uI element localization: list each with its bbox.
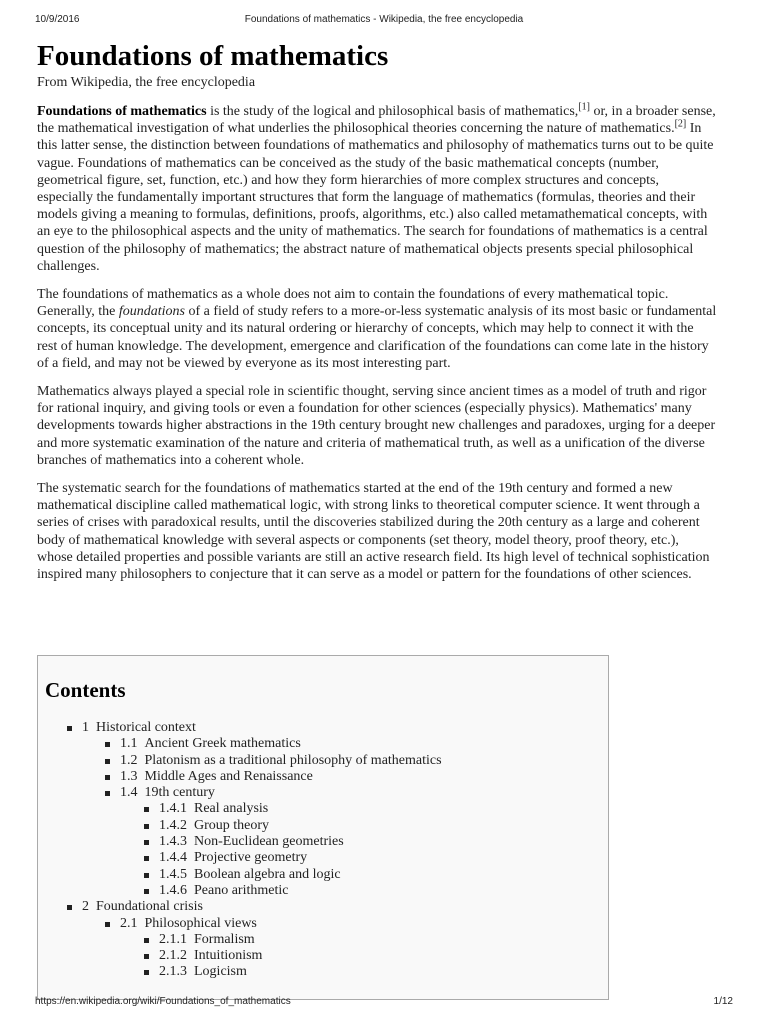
intro-paragraph-3: Mathematics always played a special role in scientific thought, serving since ancient times as a model of truth and rigor for rational inquiry, and giving tools or even a foundation for other sciences (especially physics). Mathematics' many developments towards higher abstractions in the 19th century brought new challenges and paradoxes, urging for a deeper and more systematic examination of the nature and criteria of mathematical truth, as well as a unification of the diverse branches of mathematics into a coherent whole. (37, 384, 716, 468)
toc-item-label: Group theory (194, 817, 270, 833)
toc-item-number: 1.4.2 (159, 817, 187, 833)
toc-list (38, 720, 442, 981)
toc-item[interactable] (38, 932, 442, 948)
page-subtitle: From Wikipedia, the free encyclopedia (37, 75, 256, 90)
toc-item-label: Foundational crisis (96, 899, 203, 915)
bold-term: Foundations of mathematics (37, 104, 207, 119)
toc-item[interactable] (38, 883, 442, 899)
toc-item-label: Platonism as a traditional philosophy of mathematics (144, 752, 442, 768)
toc-item-number: 1.4.4 (159, 850, 187, 866)
toc-item-number: 2.1.2 (159, 948, 187, 964)
print-header (35, 14, 733, 30)
toc-item-number: 1.4.1 (159, 801, 187, 817)
toc-item-label: Logicism (194, 964, 247, 980)
article-content (37, 38, 717, 594)
toc-item[interactable] (38, 769, 442, 785)
toc-item-number: 2.1 (120, 915, 138, 931)
toc-item[interactable] (38, 753, 442, 769)
toc-item-number: 1.4.5 (159, 866, 187, 882)
toc-item-label: Philosophical views (144, 915, 257, 931)
toc-item-label: Intuitionism (194, 948, 263, 964)
table-of-contents (37, 655, 609, 1000)
toc-item-label: Boolean algebra and logic (194, 866, 341, 882)
toc-item[interactable] (38, 850, 442, 866)
toc-heading: Contents (45, 678, 126, 702)
toc-item[interactable] (38, 785, 442, 801)
toc-item-label: Ancient Greek mathematics (144, 736, 301, 752)
page-number: 1/12 (713, 996, 733, 1007)
toc-item[interactable] (38, 736, 442, 752)
reference-link-1[interactable]: [1] (578, 101, 590, 113)
toc-item-number: 1.4 (120, 785, 138, 801)
italic-term: foundations (118, 304, 186, 320)
toc-item-label: Historical context (96, 720, 196, 735)
toc-item[interactable] (38, 834, 442, 850)
toc-item[interactable] (38, 964, 442, 980)
toc-item-number: 1.4.6 (159, 882, 187, 898)
toc-item-number: 2 (82, 899, 89, 915)
print-url: https://en.wikipedia.org/wiki/Foundations_of_mathematics (35, 996, 291, 1007)
toc-item[interactable] (38, 818, 442, 834)
intro-paragraph-1: Foundations of mathematics is the study of the logical and philosophical basis of mathematics,[1] or, in a broader sense, the mathematical investigation of what underlies the philosophical theories concerning the nature of mathematics.[2] In this latter sense, the distinction between foundations of mathematics and philosophy of mathematics turns out to be quite vague. Foundations of mathematics can be conceived as the study of the basic mathematical concepts (number, geometrical figure, set, function, etc.) and how they form hierarchies of more complex structures and concepts, especially the fundamentally important structures that form the language of mathematics (formulas, theories and their models giving a meaning to formulas, definitions, proofs, algorithms, etc.) also called metamathematical concepts, with an eye to the philosophical aspects and the unity of mathematics. The search for foundations of mathematics is a central question of the philosophy of mathematics; the abstract nature of mathematical objects presents special philosophical challenges. (37, 101, 716, 274)
toc-item-number: 1.3 (120, 768, 138, 784)
print-footer (35, 996, 733, 1010)
toc-item[interactable] (38, 916, 442, 932)
toc-item-number: 2.1.3 (159, 964, 187, 980)
toc-item-label: Non-Euclidean geometries (194, 834, 344, 850)
toc-item[interactable] (38, 948, 442, 964)
page-title: Foundations of mathematics (37, 40, 389, 72)
toc-item-label: Formalism (194, 931, 255, 947)
toc-item-label: Peano arithmetic (194, 882, 289, 898)
toc-item-number: 1.4.3 (159, 834, 187, 850)
toc-item-label: Projective geometry (194, 850, 308, 866)
toc-item[interactable] (38, 867, 442, 883)
intro-paragraph-2: The foundations of mathematics as a whole does not aim to contain the foundations of every mathematical topic. Generally, the foundations of a field of study refers to a more-or-less systematic analysis of its most basic or fundamental concepts, its conceptual unity and its natural ordering or hierarchy of concepts, which may help to connect it with the rest of human knowledge. The development, emergence and clarification of the foundations can come late in the history of a field, and may not be viewed by everyone as its most interesting part. (37, 287, 717, 371)
toc-item-number: 1 (82, 720, 89, 735)
intro-paragraph-4: The systematic search for the foundations of mathematics started at the end of the 19th century and formed a new mathematical discipline called mathematical logic, with strong links to theoretical computer science. It went through a series of crises with paradoxical results, until the discoveries stabilized during the 20th century as a large and coherent body of mathematical knowledge with several aspects or components (set theory, model theory, proof theory, etc.), whose detailed properties and possible variants are still an active research field. Its high level of technical sophistication inspired many philosophers to conjecture that it can serve as a model or pattern for the foundations of other sciences. (37, 481, 710, 583)
toc-item[interactable] (38, 801, 442, 817)
print-doc-title: Foundations of mathematics - Wikipedia, the free encyclopedia (244, 14, 524, 25)
reference-link-2[interactable]: [2] (674, 118, 687, 130)
toc-item[interactable] (38, 720, 442, 736)
toc-item-label: 19th century (144, 785, 215, 801)
toc-item[interactable] (38, 899, 442, 915)
toc-item-label: Real analysis (194, 801, 269, 817)
toc-item-number: 1.2 (120, 752, 138, 768)
toc-item-label: Middle Ages and Renaissance (144, 768, 313, 784)
toc-item-number: 1.1 (120, 736, 138, 752)
print-date: 10/9/2016 (35, 14, 80, 25)
toc-item-number: 2.1.1 (159, 931, 187, 947)
